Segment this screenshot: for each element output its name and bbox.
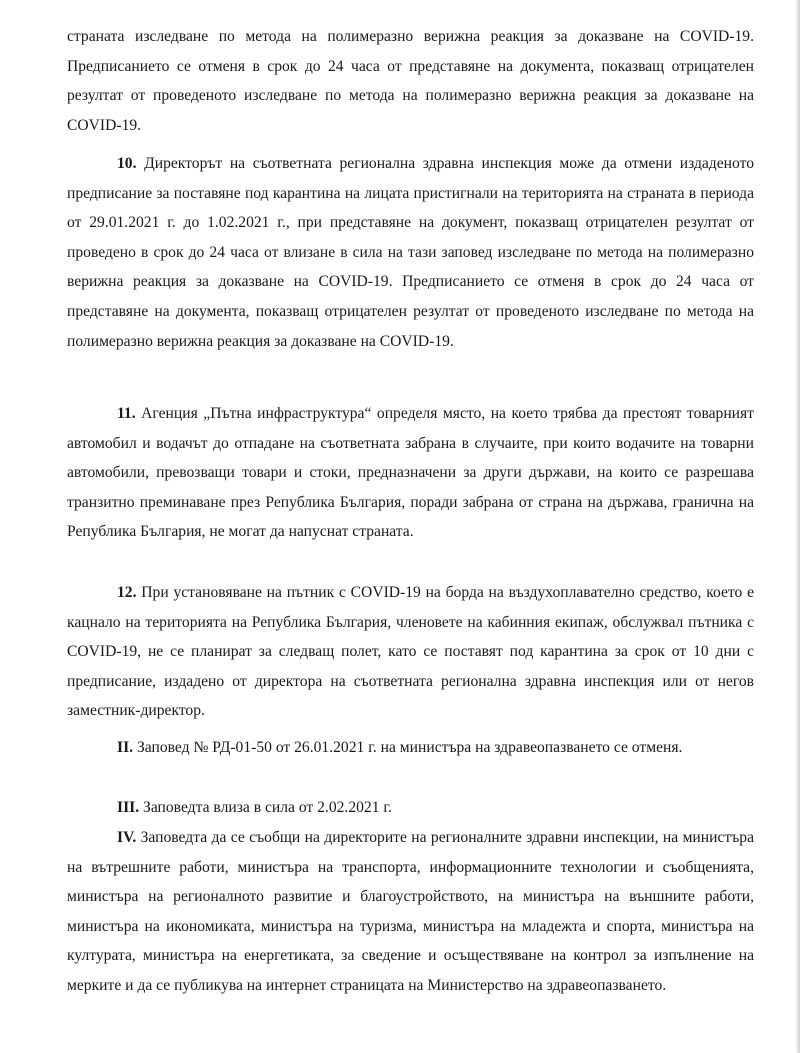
paragraph-10 <box>67 149 754 356</box>
paragraph-text: страната изследване по метода на полимеразно верижна реакция за доказване на COVID-19. Предписанието се отменя в срок до 24 часа от представяне на документа, показващ отрицателен резултат от проведеното изследване по метода на полимеразно верижна реакция за доказване на COVID-19. <box>67 28 754 134</box>
paragraph-number: 11. <box>117 405 136 422</box>
paragraph-number: 12. <box>117 584 137 601</box>
paragraph-text: Директорът на съответната регионална здравна инспекция може да отмени издаденото предписание за поставяне под карантина на лицата пристигнали на територията на страната в периода от 29.01.2021 г. до 1.02.2021 г., при представяне на документ, показващ отрицателен резултат от проведено в срок до 24 часа от влизане в сила на тази заповед изследване по метода на полимеразно верижна реакция за доказване на COVID-19. Предписанието се отменя в срок до 24 часа от представяне на документа, показващ отрицателен резултат от проведеното изследване по метода на полимеразно верижна реакция за доказване на COVID-19. <box>67 155 754 350</box>
paragraph-text: Агенция „Пътна инфраструктура“ определя място, на което трябва да престоят товарният автомобил и водачът до отпадане на съответната забрана в случаите, при които водачите на товарни автомобили, превозващи товари и стоки, предназначени за други държави, на които се разрешава транзитно преминаване през Република България, поради забрана от страна на държава, гранична на Република България, не могат да напуснат страната. <box>67 405 754 541</box>
paragraph-text: При установяване на пътник с COVID-19 на борда на въздухоплавателно средство, което е кацнало на територията на Република България, членовете на кабинния екипаж, обслужвал пътника с COVID-19, не се планират за следващ полет, като се поставят под карантина за срок от 10 дни с предписание, издадено от директора на съответната регионална здравна инспекция или от негов заместник-директор. <box>67 584 754 720</box>
section-text: Заповед № РД-01-50 от 26.01.2021 г. на министъра на здравеопазването се отменя. <box>136 739 683 756</box>
section-text: Заповедта да се съобщи на директорите на регионалните здравни инспекции, на министъра на вътрешните работи, министъра на транспорта, информационните технологии и съобщенията, министъра на регионалното развитие и благоустройството, на министъра на външните работи, министъра на икономиката, министъра на туризма, министъра на младежта и спорта, министъра на културата, министъра на енергетиката, за сведение и осъществяване на контрол за изпълнение на мерките и да се публикува на интернет страницата на Министерство на здравеопазването. <box>67 829 754 994</box>
paragraph-12 <box>67 578 754 726</box>
paragraph-11 <box>67 399 754 547</box>
section-iii <box>67 793 754 823</box>
paragraph-continuation <box>67 22 754 140</box>
section-number: IV. <box>117 829 137 846</box>
section-text: Заповедта влиза в сила от 2.02.2021 г. <box>143 799 392 816</box>
page-edge-shadow <box>795 0 800 1053</box>
section-number: III. <box>117 799 140 816</box>
section-number: II. <box>117 739 134 756</box>
section-ii <box>67 733 754 763</box>
paragraph-number: 10. <box>117 155 137 172</box>
section-iv <box>67 823 754 1001</box>
